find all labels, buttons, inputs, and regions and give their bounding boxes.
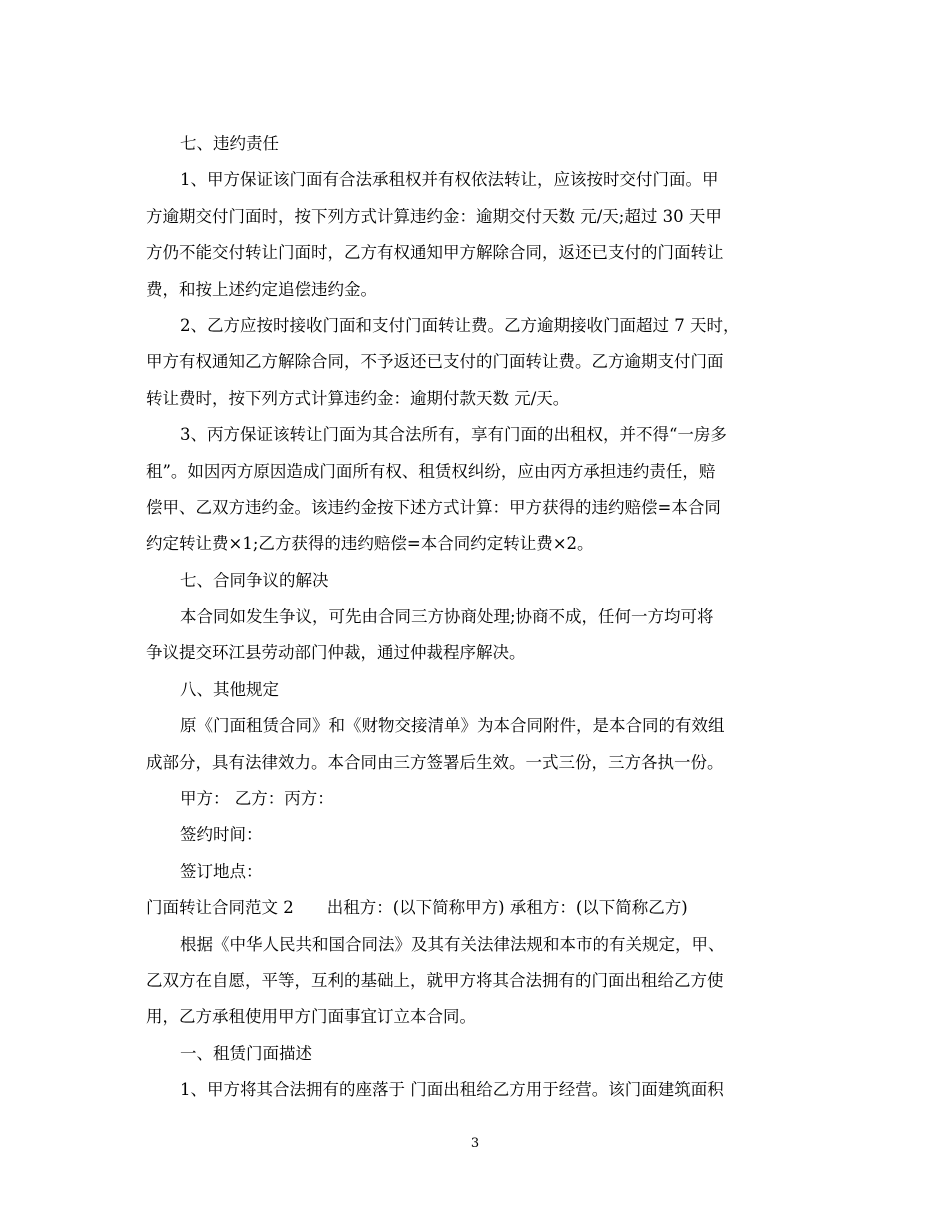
signing-date: 签约时间：	[180, 825, 263, 845]
paragraph-line: 根据《中华人民共和国合同法》及其有关法律法规和本市的有关规定，甲、	[180, 934, 725, 954]
paragraph-line: 1、甲方将其合法拥有的座落于 门面出租给乙方用于经营。该门面建筑面积	[180, 1080, 724, 1100]
paragraph-line: 1、甲方保证该门面有合法承租权并有权依法转让，应该按时交付门面。甲	[180, 170, 719, 190]
paragraph-line: 原《门面租赁合同》和《财物交接清单》为本合同附件，是本合同的有效组	[180, 716, 725, 736]
paragraph-line: 3、丙方保证该转让门面为其合法所有，享有门面的出租权，并不得“一房多	[180, 425, 727, 445]
paragraph-line: 乙双方在自愿，平等，互利的基础上，就甲方将其合法拥有的门面出租给乙方使	[146, 970, 724, 990]
signature-parties: 甲方： 乙方：丙方：	[180, 789, 334, 809]
paragraph-line: 偿甲、乙双方违约金。该违约金按下述方式计算：甲方获得的违约赔偿=本合同	[146, 497, 721, 517]
section-heading-other-provisions: 八、其他规定	[180, 679, 279, 699]
document-body	[146, 126, 806, 1109]
paragraph-line: 2、乙方应按时接收门面和支付门面转让费。乙方逾期接收门面超过 7 天时，	[180, 315, 740, 335]
paragraph-line: 约定转让费×1;乙方获得的违约赔偿=本合同约定转让费×2。	[146, 534, 594, 554]
section-heading-lease-description: 一、租赁门面描述	[180, 1043, 312, 1063]
paragraph-line: 方逾期交付门面时，按下列方式计算违约金：逾期交付天数 元/天;超过 30 天甲	[146, 206, 722, 226]
paragraph-line: 成部分，具有法律效力。本合同由三方签署后生效。一式三份，三方各执一份。	[146, 752, 724, 772]
paragraph-line: 争议提交环江县劳动部门仲裁，通过仲裁程序解决。	[146, 643, 526, 663]
paragraph-line: 本合同如发生争议，可先由合同三方协商处理;协商不成，任何一方均可将	[180, 607, 714, 627]
section-heading-dispute-resolution: 七、合同争议的解决	[180, 570, 329, 590]
section-heading-breach-liability: 七、违约责任	[180, 134, 279, 153]
template-title-line: 门面转让合同范文 2 出租方：(以下简称甲方) 承租方：(以下简称乙方)	[146, 898, 688, 918]
paragraph-line: 方仍不能交付转让门面时，乙方有权通知甲方解除合同，返还已支付的门面转让	[146, 243, 724, 263]
paragraph-line: 用，乙方承租使用甲方门面事宜订立本合同。	[146, 1007, 476, 1027]
paragraph-line: 费，和按上述约定追偿违约金。	[146, 279, 377, 299]
page-number: 3	[470, 1136, 480, 1151]
paragraph-line: 甲方有权通知乙方解除合同，不予返还已支付的门面转让费。乙方逾期支付门面	[146, 352, 724, 372]
paragraph-line: 租”。如因丙方原因造成门面所有权、租赁权纠纷，应由丙方承担违约责任，赔	[146, 461, 716, 481]
paragraph-line: 转让费时，按下列方式计算违约金：逾期付款天数 元/天。	[146, 388, 570, 408]
signing-place: 签订地点：	[180, 861, 263, 881]
